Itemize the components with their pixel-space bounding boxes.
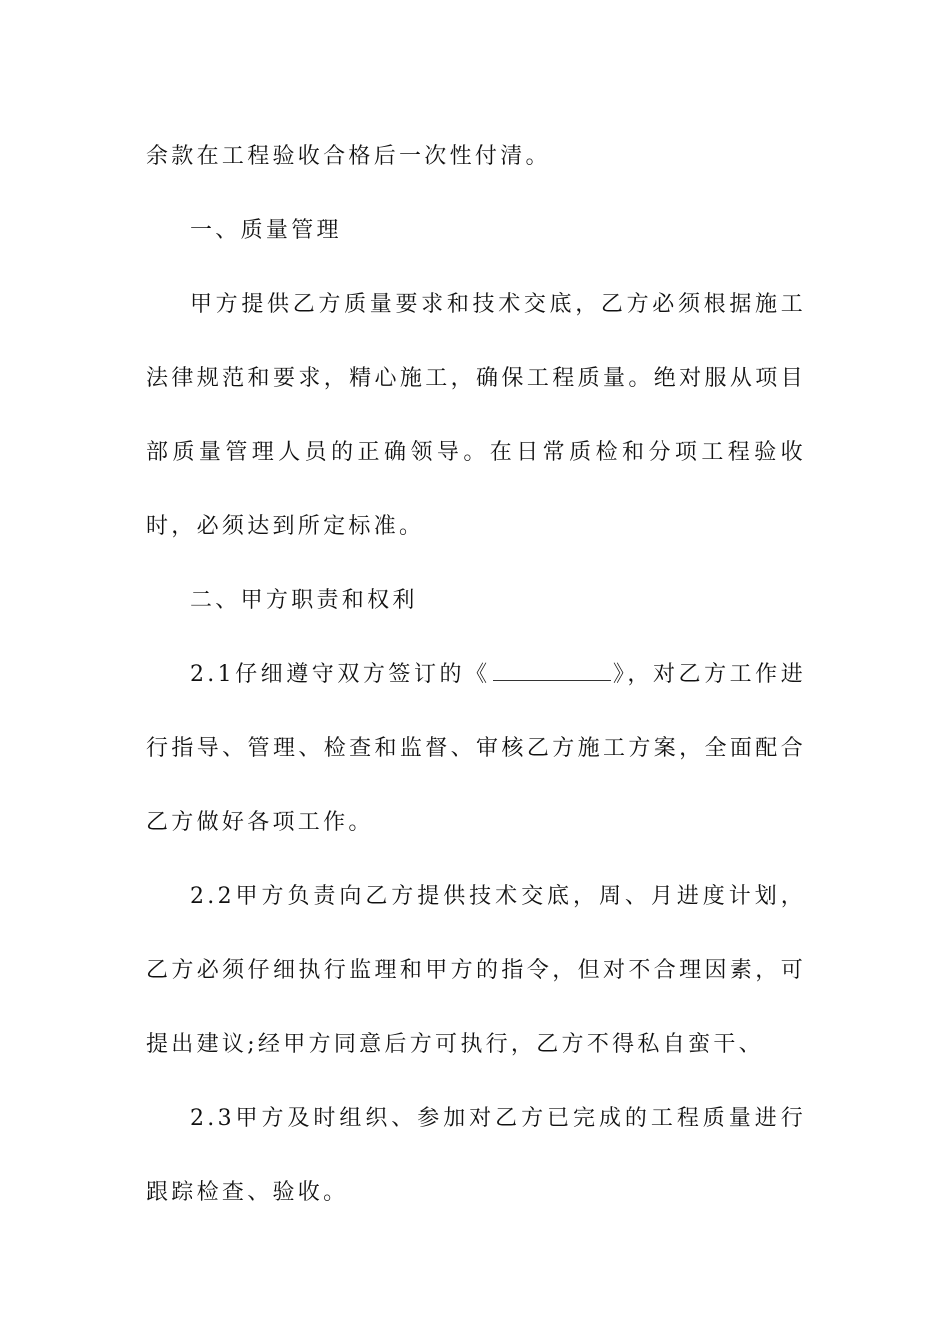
- paragraph-2-1: [146, 638, 806, 860]
- paragraph-quality-management: 甲方提供乙方质量要求和技术交底，乙方必须根据施工法律规范和要求，精心施工，确保工程质量。绝对服从项目部质量管理人员的正确领导。在日常质检和分项工程验收时，必须达到所定标准。: [146, 292, 806, 539]
- paragraph-2-2: 2.2甲方负责向乙方提供技术交底，周、月进度计划，乙方必须仔细执行监理和甲方的指令，但对不合理因素，可提出建议;经甲方同意后方可执行，乙方不得私自蛮干、: [146, 884, 806, 1057]
- paragraph-2-3: 2.3甲方及时组织、参加对乙方已完成的工程质量进行跟踪检查、验收。: [146, 1106, 806, 1205]
- section-heading-quality: 一、质量管理: [190, 218, 342, 243]
- document-body: [146, 120, 806, 1230]
- section-heading-party-a: 二、甲方职责和权利: [190, 588, 418, 613]
- paragraph-payment-balance: 余款在工程验收合格后一次性付清。: [146, 144, 551, 169]
- contract-name-blank: [493, 660, 611, 681]
- paragraph-2-1-text-after: 》，对乙方工作进行指导、管理、检查和监督、审核乙方施工方案，全面配合乙方做好各项工作。: [146, 662, 807, 835]
- paragraph-2-1-text-before: 2.1仔细遵守双方签订的《: [190, 662, 491, 687]
